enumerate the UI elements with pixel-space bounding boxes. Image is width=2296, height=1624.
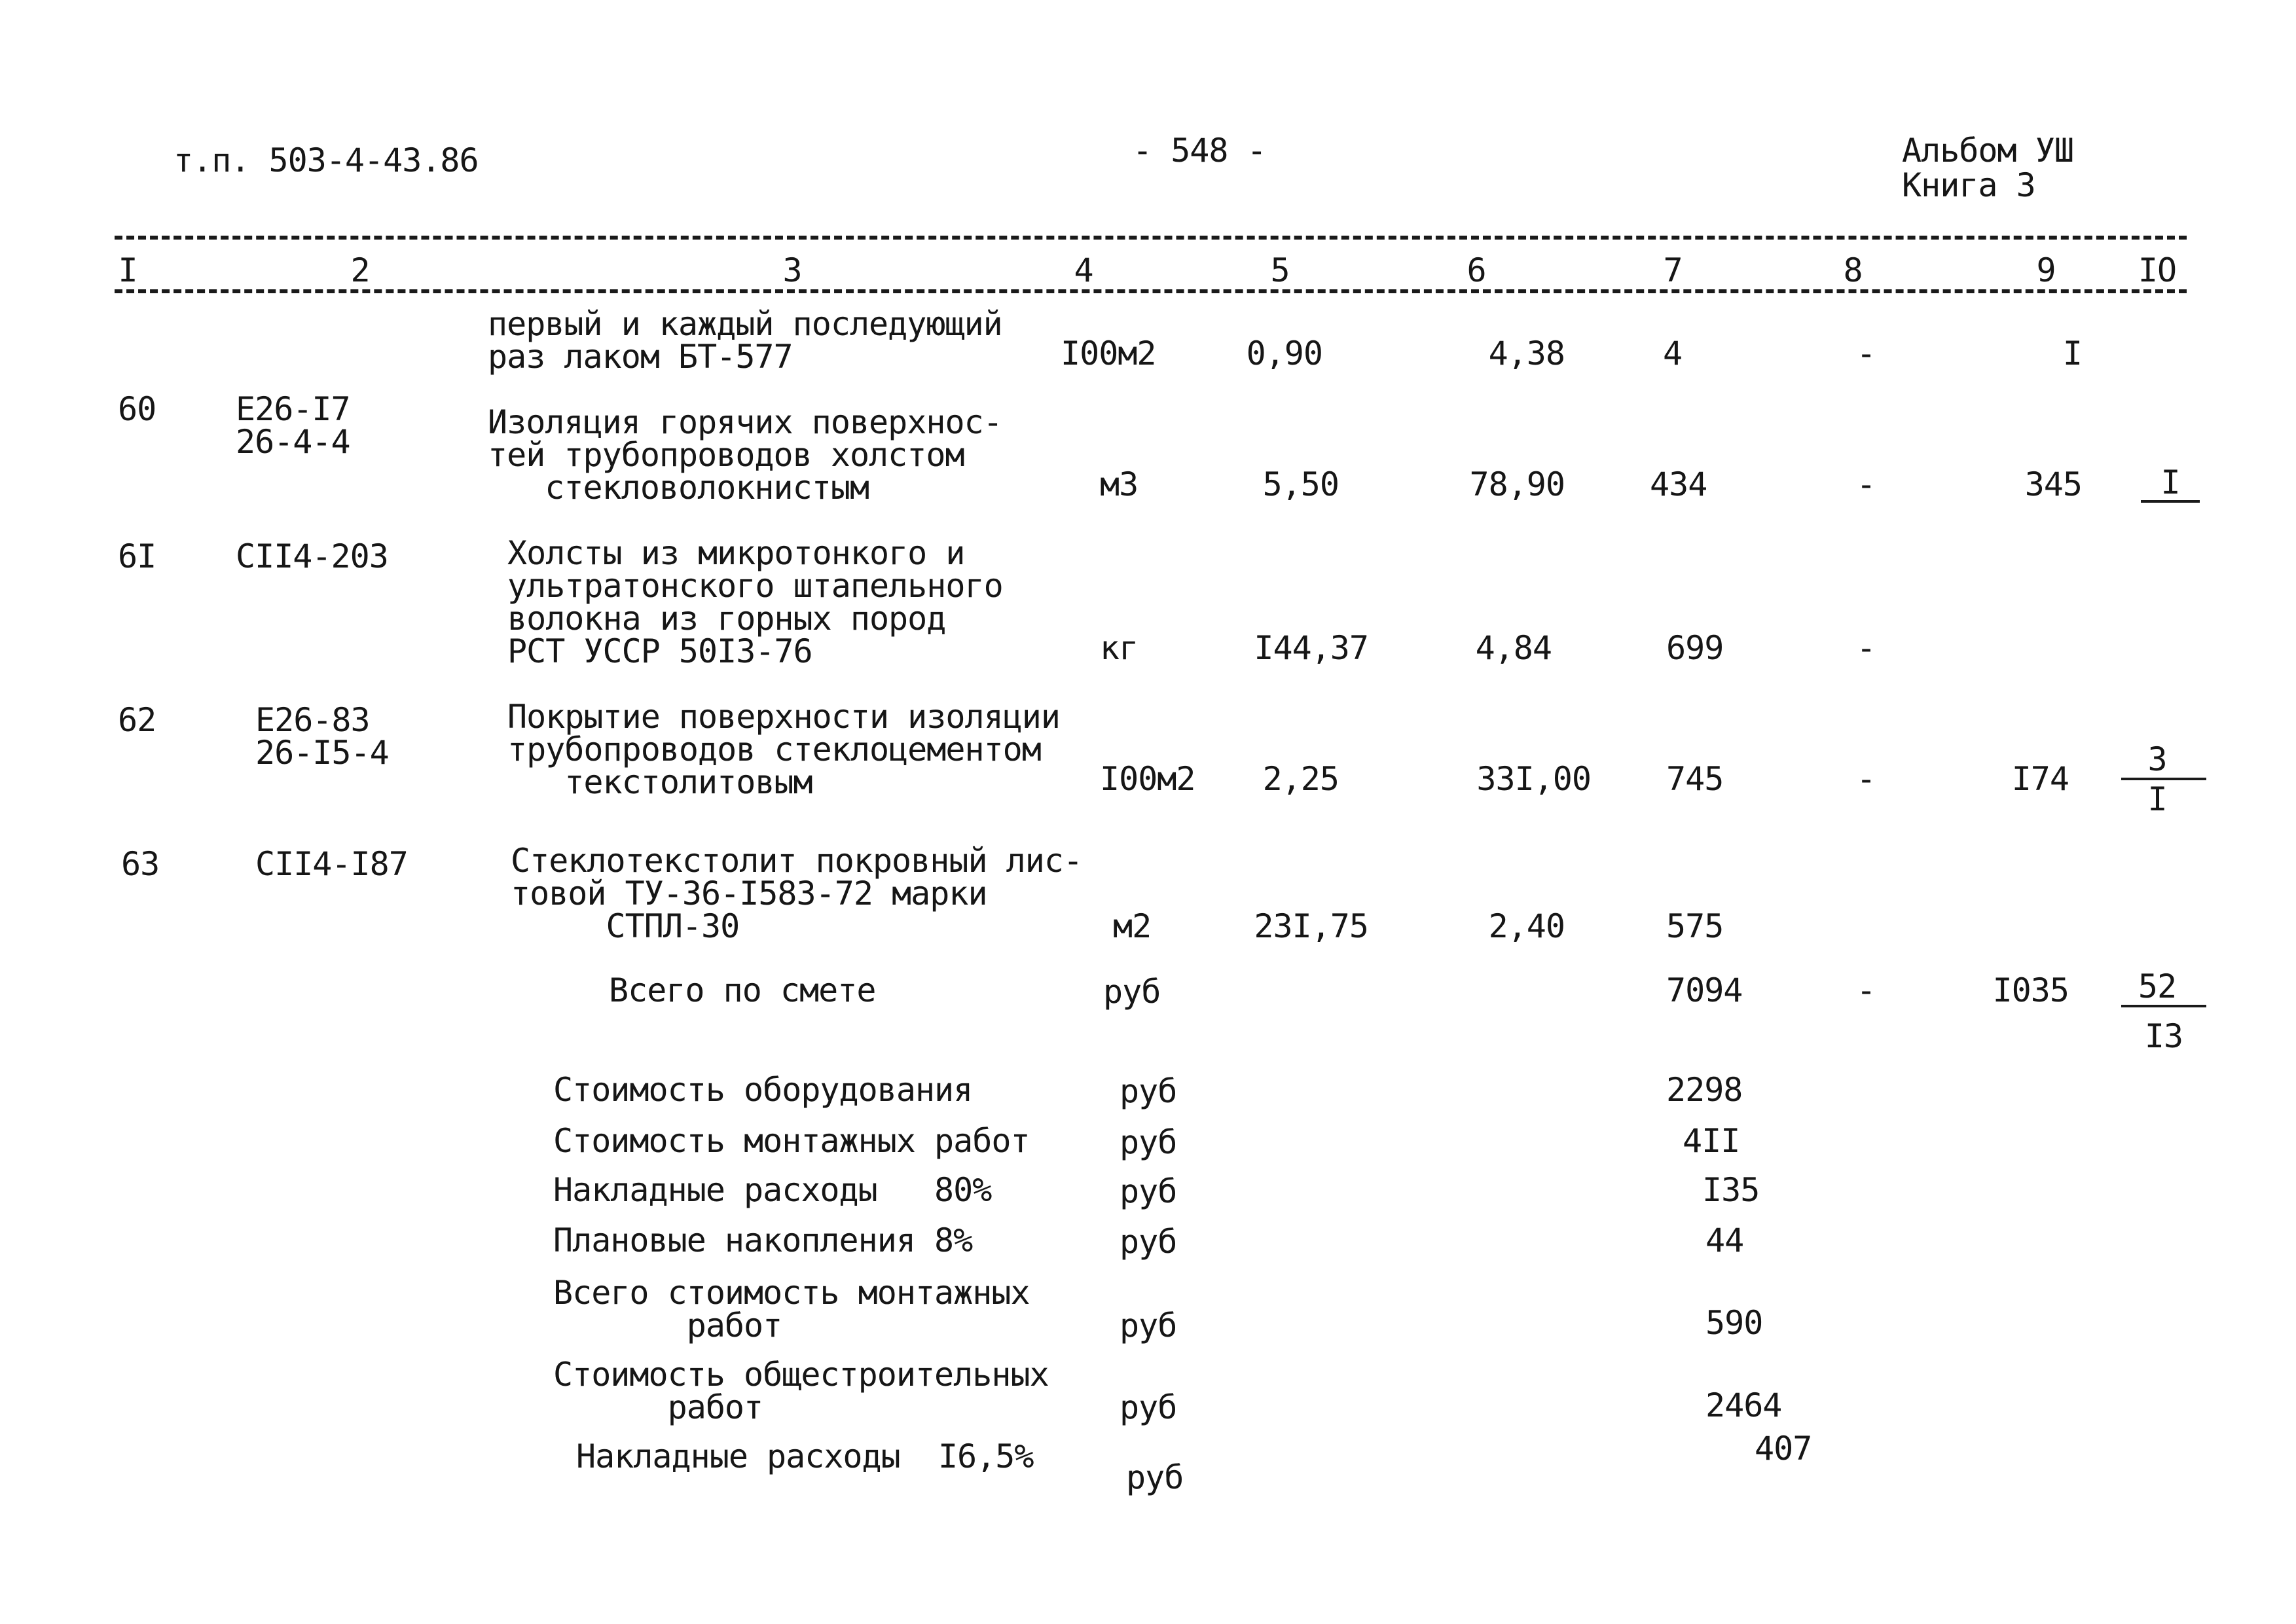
row-total: 575 [1666,907,1724,945]
row-column-9: I [2062,334,2082,372]
row-total: 745 [1666,760,1724,798]
row-code: Е26-83 26-I5-4 [255,701,389,772]
row-column-10-value: I [2160,463,2180,501]
row-quantity: 2,25 [1262,760,1339,798]
top-dashed-rule [115,236,2187,240]
row-quantity: 23I,75 [1254,907,1368,945]
summary-label: Стоимость монтажных работ [553,1122,1030,1160]
column-number-4: 4 [1074,251,1093,289]
row-unit-price: 4,38 [1488,334,1565,372]
column-number-2: 2 [350,251,370,289]
row-quantity: I44,37 [1254,629,1368,667]
summary-unit: руб [1126,1458,1184,1496]
row-unit: кг [1100,629,1139,667]
row-column-8: - [1856,760,1876,798]
summary-unit: руб [1120,1072,1177,1110]
row-unit: м2 [1113,907,1152,945]
row-unit: I00м2 [1100,760,1195,798]
row-total: 699 [1666,629,1724,667]
document-reference: т.п. 503-4-43.86 [173,141,479,179]
row-column-8: - [1856,334,1876,372]
row-quantity: 0,90 [1246,334,1322,372]
estimate-total-column-10-bar [2121,1005,2206,1007]
estimate-total-unit: руб [1103,973,1161,1011]
row-number: 62 [118,701,156,739]
estimate-total-value: 7094 [1666,971,1743,1009]
row-unit: м3 [1100,465,1139,503]
row-code: СII4-I87 [255,845,408,883]
row-number: 63 [121,845,160,883]
column-number-7: 7 [1663,251,1683,289]
row-code: СII4-203 [236,537,388,575]
column-number-10: IO [2138,251,2177,289]
row-code: Е26-I7 26-4-4 [236,390,350,461]
summary-value: 2298 [1666,1071,1743,1109]
page-number: - 548 - [1133,132,1266,170]
summary-value: 44 [1705,1221,1744,1259]
column-number-1: I [118,251,137,289]
row-unit: I00м2 [1061,334,1156,372]
row-column-9: 345 [2024,465,2082,503]
column-number-9: 9 [2036,251,2056,289]
summary-unit: руб [1120,1123,1177,1161]
summary-label: Накладные расходы I6,5% [576,1437,1034,1475]
summary-unit: руб [1120,1172,1177,1210]
summary-unit: руб [1120,1223,1177,1261]
column-number-8: 8 [1843,251,1863,289]
row-description: Холсты из микротонкого и ультратонского штапельного волокна из горных пород РСТ УССР 50I3-76 [507,534,1003,670]
row-number: 60 [118,390,156,428]
album-book: Книга 3 [1902,166,2035,204]
column-number-5: 5 [1270,251,1290,289]
row-description: Изоляция горячих поверхнос- тей трубопроводов холстом стекловолокнистым [488,403,1002,507]
estimate-total-column-9: I035 [1992,971,2069,1009]
row-total: 434 [1650,465,1707,503]
estimate-total-column-8: - [1856,971,1876,1009]
row-column-10-numerator: 3 [2147,740,2167,778]
album-title: Альбом УШ [1902,132,2073,170]
row-column-8: - [1856,465,1876,503]
row-quantity: 5,50 [1262,465,1339,503]
row-column-8: - [1856,629,1876,667]
summary-value: I35 [1702,1171,1760,1209]
row-column-10-denominator: I [2147,780,2167,818]
estimate-total-label: Всего по смете [609,971,876,1009]
estimate-total-column-10-denominator: I3 [2144,1017,2183,1055]
summary-value: 2464 [1705,1386,1782,1424]
summary-label: Стоимость общестроительных работ [553,1356,1049,1426]
column-number-3: 3 [782,251,802,289]
row-unit-price: 2,40 [1488,907,1565,945]
summary-value: 4II [1683,1122,1740,1160]
summary-value: 590 [1705,1304,1763,1342]
row-unit-price: 78,90 [1469,465,1565,503]
summary-label: Всего стоимость монтажных работ [553,1274,1030,1344]
row-description: Покрытие поверхности изоляции трубопроводов стеклоцементом текстолитовым [507,698,1060,801]
row-column-9: I74 [2011,760,2069,798]
summary-value: 407 [1755,1430,1812,1468]
row-column-10-rule [2141,500,2200,503]
row-description: первый и каждый последующий раз лаком БТ-577 [488,305,1002,376]
summary-label: Стоимость оборудования [553,1071,973,1109]
row-total: 4 [1663,334,1683,372]
column-number-6: 6 [1467,251,1486,289]
row-number: 6I [118,537,156,575]
summary-label: Накладные расходы 80% [553,1171,992,1209]
summary-unit: руб [1120,1388,1177,1426]
summary-unit: руб [1120,1307,1177,1344]
summary-label: Плановые накопления 8% [553,1221,973,1259]
bottom-dashed-rule [115,289,2187,293]
estimate-total-column-10-numerator: 52 [2138,967,2177,1005]
row-unit-price: 33I,00 [1476,760,1591,798]
row-unit-price: 4,84 [1475,629,1552,667]
row-description: Стеклотекстолит покровный лис- товой ТУ-36-I583-72 марки СТПЛ-30 [511,842,1083,945]
